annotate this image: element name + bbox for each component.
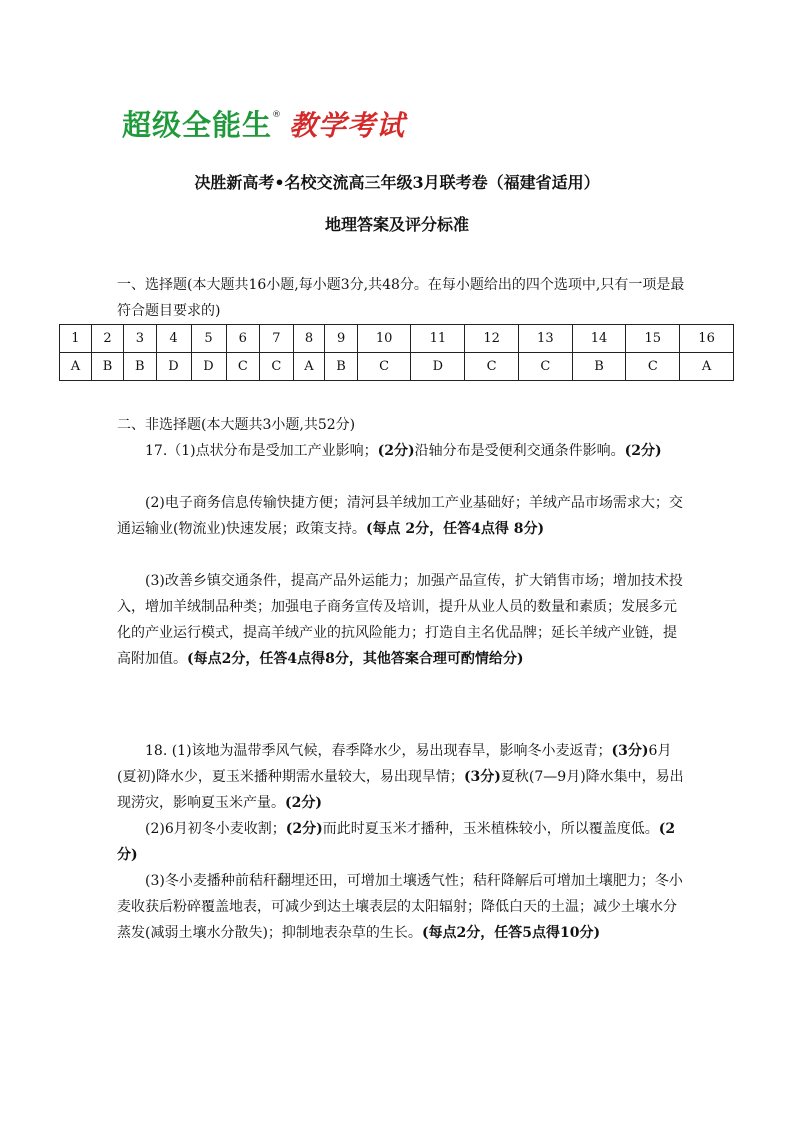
question-number-cell: 11 [411,325,465,353]
q17-p1-text: 17.（1)点状分布是受加工产业影响； [145,443,378,459]
answer-cell: D [156,353,191,381]
q17-part1 [117,438,687,464]
q18-p3-text: (3)冬小麦播种前秸秆翻埋还田，可增加土壤透气性；秸秆降解后可增加土壤肥力；冬小麦收获后粉碎覆盖地表，可减少到达土壤表层的太阳辐射；降低白天的土温；减少土壤水分蒸发(减弱土壤水分散失)；抑制地表杂草的生长。 [117,873,683,941]
q17-p3-text: (3)改善乡镇交通条件，提高产品外运能力；加强产品宣传，扩大销售市场；增加技术投入，增加羊绒制品种类；加强电子商务宣传及培训，提升从业人员的数量和素质；发展多元化的产业运行模式，提高羊绒产业的抗风险能力；打造自主名优品牌；延长羊绒产业链，提高附加值。 [117,573,683,667]
question-number-cell: 10 [357,325,411,353]
q18-p2-b: 而此时夏玉米才播种，玉米植株较小，所以覆盖度低。 [322,821,659,837]
question-number-cell: 8 [293,325,325,353]
answer-cell: D [411,353,465,381]
q18-p2-a: (2)6月初冬小麦收割； [145,821,286,837]
answer-cell: B [124,353,156,381]
q17-p3-score: (每点2分，任答4点得8分，其他答案合理可酌情给分) [187,651,524,667]
answer-cell: A [60,353,92,381]
question-number-cell: 1 [60,325,92,353]
q18-p1-a: 18. (1)该地为温带季风气候，春季降水少，易出现春旱，影响冬小麦返青； [145,743,612,759]
q18-p1-score3: (2分) [285,795,322,811]
section1-heading: 一、选择题(本大题共16小题,每小题3分,共48分。在每小题给出的四个选项中,只有一项是最符合题目要求的) [117,277,685,319]
document-title: 决胜新高考•名校交流高三年级3月联考卷（福建省适用） [194,173,600,192]
logo-text-secondary: 教学考试 [289,109,406,142]
logo-text-primary: 超级全能生 [122,108,273,142]
answer-cell: A [680,353,734,381]
q18-p2-score2: (2分) [117,821,676,863]
question-number-cell: 6 [226,325,260,353]
q18-part2 [117,816,687,868]
answer-cell: B [325,353,357,381]
brand-logo [122,108,405,144]
question-number-cell: 16 [680,325,734,353]
q18-p1-c: 夏秋(7—9月)降水集中，易出现涝灾，影响夏玉米产量。 [117,769,684,811]
q17-part3 [117,568,687,672]
q17-p1-score2: (2分) [624,443,662,459]
document-subtitle: 地理答案及评分标准 [324,215,469,234]
question-number-cell: 13 [518,325,572,353]
answer-cell: B [91,353,123,381]
answer-table-number-row [60,325,734,353]
question-number-cell: 15 [626,325,680,353]
question-number-cell: 2 [91,325,123,353]
q17-p2-text: (2)电子商务信息传输快捷方便；清河县羊绒加工产业基础好；羊绒产品市场需求大；交通运输业(物流业)快速发展；政策支持。 [117,495,683,537]
answer-cell: C [226,353,260,381]
q18-p2-score1: (2分) [285,821,323,837]
answer-cell: A [293,353,325,381]
answer-cell: C [518,353,572,381]
question-number-cell: 14 [572,325,626,353]
section2-heading: 二、非选择题(本大题共3小题,共52分) [117,417,356,433]
q18-part3 [117,868,687,946]
answer-cell: B [572,353,626,381]
q18-p1-score2: (3分) [463,769,501,785]
q17-p2-score: (每点 2分，任答4点得 8分) [365,521,545,537]
question-number-cell: 4 [156,325,191,353]
answer-cell: D [191,353,226,381]
answer-table [59,324,734,381]
question-number-cell: 7 [260,325,294,353]
question-number-cell: 3 [124,325,156,353]
question-number-cell: 5 [191,325,226,353]
q18-p1-b: 6月(夏初)降水少，夏玉米播种期需水量较大，易出现旱情； [117,743,672,785]
registered-mark: ® [272,110,282,120]
q17-p1-score1: (2分) [377,443,415,459]
answer-table-answer-row [60,353,734,381]
q18-p1-score1: (3分) [611,743,649,759]
answer-cell: C [357,353,411,381]
answer-cell: C [626,353,680,381]
question-number-cell: 9 [325,325,357,353]
answer-cell: C [260,353,294,381]
q18-part1 [117,738,687,816]
q18-p3-score: (每点2分，任答5点得10分) [421,925,601,941]
q17-p1-text2: 沿轴分布是受便利交通条件影响。 [414,443,625,459]
answer-cell: C [465,353,519,381]
q17-part2 [117,490,687,542]
question-number-cell: 12 [465,325,519,353]
